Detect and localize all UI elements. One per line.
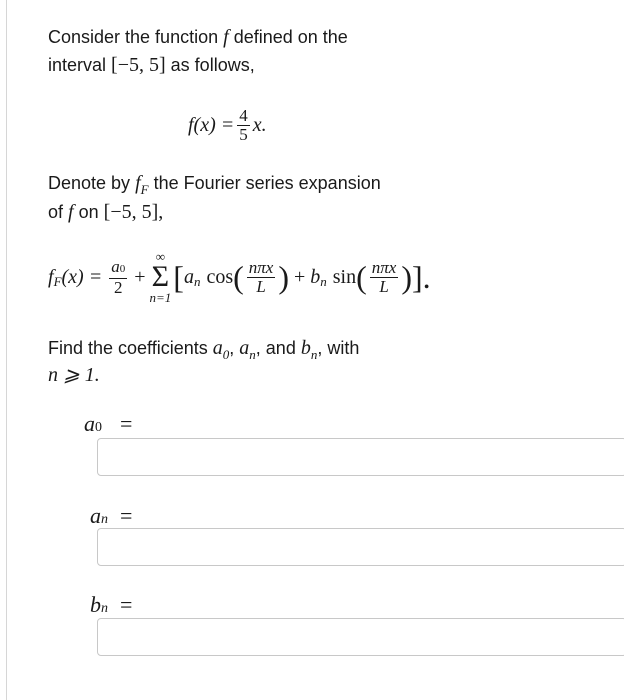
denote-line-1: Denote by $f_F$ the Fourier series expansion (48, 172, 381, 197)
intro-line-1: Consider the function f defined on the (48, 26, 348, 48)
fraction-four-fifths: $\frac{4}{5}$ (239, 105, 248, 144)
question-line-1: Find the coefficients $a_0$, $a_n$, and $b_n$, with (48, 337, 360, 362)
intro-line-2: interval [−5, 5] as follows, (48, 54, 255, 76)
fraction-npix-over-L-sin: $\frac{\text{nπx}}{L}$ (371, 257, 397, 296)
answer-bn-label: bn (90, 592, 108, 617)
answer-an-label: an (90, 503, 108, 528)
function-definition: f(x) = $\frac{4}{5}$ x. (188, 105, 267, 144)
denote-line-2: of f on [−5, 5], (48, 201, 164, 223)
summation: ∞ Σ n=1 (149, 249, 172, 305)
fraction-a0-over-2: $\frac{a0}{2}$ (111, 256, 126, 297)
fourier-series-formula: f F (x) = $\frac{a0}{2}$ + ∞ Σ n=1 [ a n cos ( $\frac{\text{nπx}}{L}$ ) + b n sin ( $\frac{\text{nπx}}{L}$ ) ]. (48, 249, 431, 305)
answer-a0-label: a0 (84, 411, 102, 436)
answer-an-input[interactable] (97, 528, 624, 566)
question-line-2: n ⩾ 1. (48, 364, 100, 386)
answer-a0-equals: = (120, 411, 133, 436)
answer-an-equals: = (120, 503, 133, 528)
answer-a0-input[interactable] (97, 438, 624, 476)
fraction-npix-over-L-cos: $\frac{\text{nπx}}{L}$ (248, 257, 274, 296)
answer-bn-equals: = (120, 592, 133, 617)
answer-bn-input[interactable] (97, 618, 624, 656)
